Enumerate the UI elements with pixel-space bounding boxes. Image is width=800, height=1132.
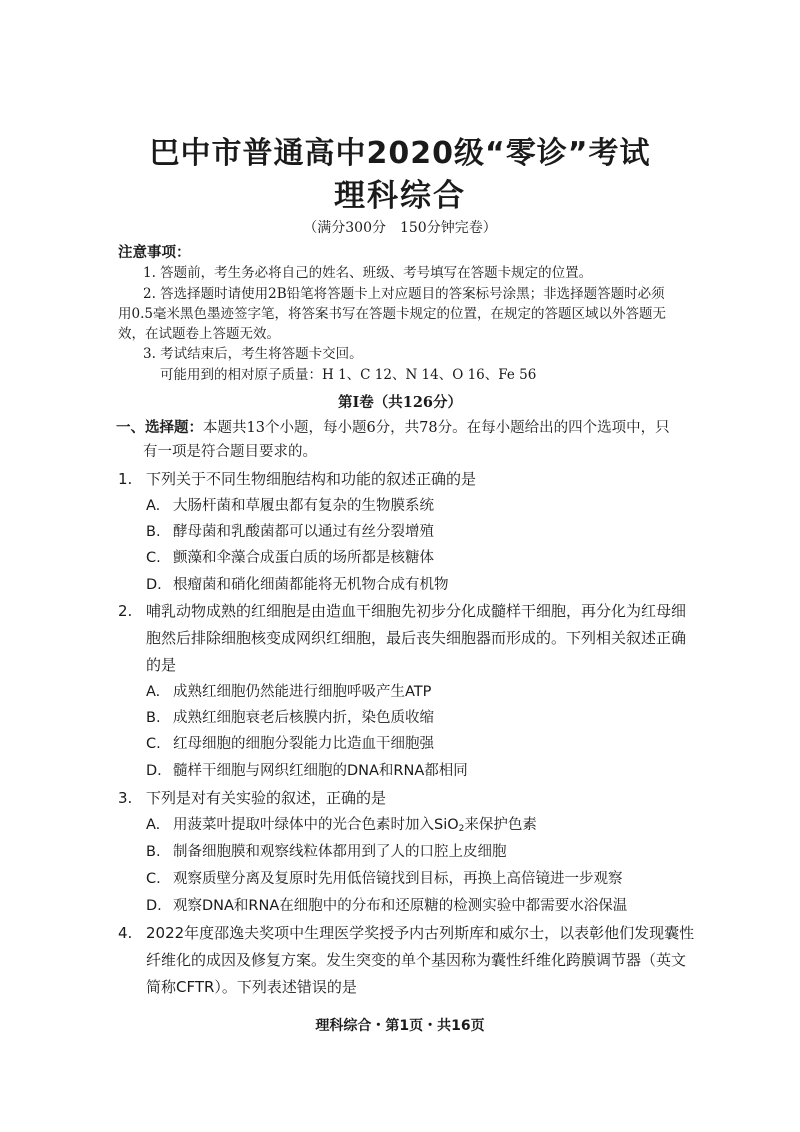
- option-label: B.: [146, 524, 161, 540]
- option-text: 制备细胞膜和观察线粒体都用到了人的口腔上皮细胞: [173, 844, 507, 860]
- option-text: 酵母菌和乳酸菌都可以通过有丝分裂增殖: [173, 524, 434, 540]
- option-a: [146, 495, 434, 517]
- question-4: [118, 922, 694, 944]
- option-label: B.: [146, 844, 161, 860]
- option-label: B.: [146, 710, 161, 726]
- notes-heading: 注意事项：: [118, 245, 191, 261]
- option-c: [146, 868, 623, 890]
- page-footer: 理科综合・第1页・共16页: [315, 1018, 485, 1034]
- note-line: 效，在试题卷上答题无效。: [118, 326, 280, 342]
- question-stem-cont: 胞然后排除细胞核变成网织红细胞，最后丧失细胞器而形成的。下列相关叙述正确: [146, 629, 687, 647]
- exam-title: 巴中市普通高中2020级“零诊”考试: [149, 136, 651, 171]
- option-label: A.: [146, 817, 161, 833]
- option-b: [146, 707, 434, 729]
- mc-instructions: [116, 417, 670, 439]
- question-number: 1.: [118, 470, 133, 488]
- question-1: [118, 468, 476, 490]
- option-label: A.: [146, 498, 161, 514]
- question-number: 2.: [118, 602, 133, 620]
- option-b: [146, 841, 507, 863]
- option-label: C.: [146, 736, 161, 752]
- question-stem-cont: 简称CFTR）。下列表述错误的是: [146, 978, 357, 996]
- option-d: [146, 895, 627, 917]
- note-line: 3. 考试结束后，考生将答题卡交回。: [143, 346, 363, 362]
- option-c: [146, 547, 434, 569]
- option-label: D.: [146, 898, 162, 914]
- option-label: C.: [146, 871, 161, 887]
- exam-info: （满分300分 150分钟完卷）: [303, 220, 497, 236]
- option-label: A.: [146, 684, 161, 700]
- option-label: D.: [146, 763, 162, 779]
- option-a: [146, 681, 431, 703]
- option-label: C.: [146, 550, 161, 566]
- subscript: 2: [458, 824, 465, 834]
- atomic-mass-line: 可能用到的相对原子质量：H 1、C 12、N 14、O 16、Fe 56: [160, 367, 537, 383]
- question-number: 3.: [118, 789, 133, 807]
- question-stem: 下列关于不同生物细胞结构和功能的叙述正确的是: [146, 470, 477, 488]
- option-b: [146, 521, 434, 543]
- option-text: 用菠菜叶提取叶绿体中的光合色素时加入SiO: [173, 817, 459, 833]
- option-text: 观察DNA和RNA在细胞中的分布和还原糖的检测实验中都需要水浴保温: [173, 898, 628, 914]
- option-a: [146, 814, 537, 840]
- question-stem: 2022年度邵逸夫奖项中生理医学奖授予内古列斯库和威尔士，以表彰他们发现囊性: [146, 924, 695, 942]
- note-line: 1. 答题前，考生务必将自己的姓名、班级、考号填写在答题卡规定的位置。: [143, 265, 593, 281]
- note-line: 2. 答选择题时请使用2B铅笔将答题卡上对应题目的答案标号涂黑；非选择题答题时必须: [143, 286, 665, 302]
- section-heading: 第Ⅰ卷（共126分）: [337, 394, 463, 411]
- mc-title: 一、选择题：: [116, 420, 203, 436]
- option-text: 观察质壁分离及复原时先用低倍镜找到目标，再换上高倍镜进一步观察: [173, 871, 623, 887]
- question-3: [118, 787, 386, 809]
- question-2: [118, 600, 686, 622]
- note-line: 用0.5毫米黑色墨迹签字笔，将答案书写在答题卡规定的位置，在规定的答题区域以外答题无: [118, 306, 666, 322]
- option-text-after: 来保护色素: [464, 817, 537, 833]
- question-stem-cont: 纤维化的成因及修复方案。发生突变的单个基因称为囊性纤维化跨膜调节器（英文: [146, 951, 687, 969]
- option-text: 大肠杆菌和草履虫都有复杂的生物膜系统: [173, 498, 434, 514]
- option-text: 成熟红细胞仍然能进行细胞呼吸产生ATP: [173, 684, 432, 700]
- option-text: 髓样干细胞与网织红细胞的DNA和RNA都相同: [173, 763, 468, 779]
- option-c: [146, 733, 434, 755]
- subject-title: 理科综合: [334, 178, 466, 214]
- option-text: 红母细胞的细胞分裂能力比造血干细胞强: [173, 736, 434, 752]
- question-stem: 哺乳动物成熟的红细胞是由造血干细胞先初步分化成髓样干细胞，再分化为红母细: [146, 602, 687, 620]
- question-number: 4.: [118, 924, 133, 942]
- option-label: D.: [146, 577, 162, 593]
- option-d: [146, 760, 468, 782]
- option-text: 成熟红细胞衰老后核膜内折，染色质收缩: [173, 710, 434, 726]
- question-stem: 下列是对有关实验的叙述，正确的是: [146, 789, 387, 807]
- option-text: 根瘤菌和硝化细菌都能将无机物合成有机物: [173, 577, 449, 593]
- option-d: [146, 574, 449, 596]
- option-text: 颤藻和伞藻合成蛋白质的场所都是核糖体: [173, 550, 434, 566]
- mc-desc-cont: 有一项是符合题目要求的。: [143, 444, 317, 460]
- question-stem-cont: 的是: [146, 656, 177, 674]
- mc-desc: 本题共13个小题，每小题6分，共78分。在每小题给出的四个选项中，只: [203, 420, 670, 436]
